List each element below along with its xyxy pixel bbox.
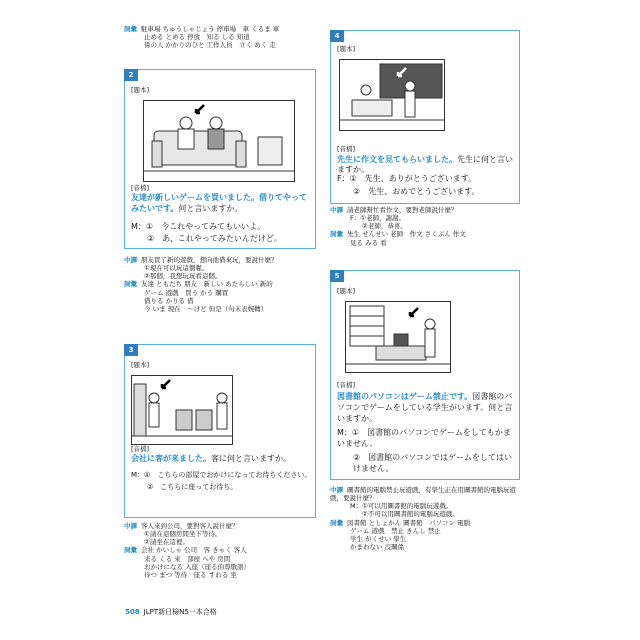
translation-tag: 中譯 (330, 486, 343, 494)
vocab-line: 会社 かいしゃ 公司 客 きゃく 客人 (141, 546, 247, 555)
prompt-plain: 客に何と言いますか。 (211, 454, 291, 463)
vocab-line: 係の人 かかりのひと 工作人員 立く あく 走 (144, 41, 276, 50)
question-4-card (330, 30, 520, 204)
audio-label: [音檔] (131, 445, 150, 453)
vocab-line: 借りる かりる 借 (144, 296, 194, 305)
translation-line: ①請在這個房間坐下等待。 (144, 530, 222, 539)
vocab-line: 友達 ともだち 朋友 新しい あたらしい 新的 (141, 280, 273, 289)
vocab-line: 見る みる 看 (350, 238, 387, 247)
answer-1: M：① 今これやってみてもいいよ。 (131, 222, 266, 231)
prompt-text (337, 391, 515, 425)
prompt-plain: 何と言いますか。 (178, 203, 243, 213)
answer-1: M：① こちらの部屋でおかけになってお待ちください。 (131, 471, 312, 479)
book-title: JLPT新日檢N5一本合格 (143, 608, 217, 616)
translation-line: 請老師幫忙看作文，要對老師說什麼？ (347, 206, 458, 214)
translation-line: ②不可以用圖書館的電腦玩遊戲。 (362, 510, 459, 519)
question-number: 2 (124, 69, 138, 81)
vocab-tag: 詞彙 (124, 25, 137, 33)
vocab-line: 駐車場 ちゅうしゃじょう 停車場 車 くるま 車 (141, 25, 280, 33)
script-label: [題本] (337, 45, 356, 53)
question-number: 4 (330, 30, 344, 42)
prompt-plain: 先生に何と言いますか。 (337, 155, 513, 174)
vocab-line: 来る くる 來 部屋 へや 房間 (144, 554, 231, 563)
vocab-line: ゲーム 遊戲 買う かう 購買 (144, 288, 229, 297)
audio-label: [音檔] (131, 184, 150, 192)
script-label: [題本] (131, 86, 150, 94)
prompt-text (131, 193, 311, 215)
page-number: 508 (125, 608, 140, 616)
answer-1: M：① 図書館のパソコンでゲームをしてもかまいません。 (337, 428, 511, 448)
question-number: 3 (124, 344, 138, 356)
illustration-library-computer (345, 301, 451, 373)
illustration-friends-sofa (143, 100, 295, 182)
answer-2: ② こちらに座ってお待ち。 (147, 483, 238, 491)
audio-label: [音檔] (337, 145, 356, 153)
translation-line: ②老師，恭喜。 (362, 222, 407, 231)
translation-line: F：①老師，謝謝。 (350, 214, 406, 223)
page-footer (125, 608, 217, 617)
translation-tag: 中譯 (124, 256, 137, 264)
prompt-blue: 先生に作文を見てもらいました。 (337, 155, 457, 164)
translation-line: M：①可以用圖書館的電腦玩遊戲。 (350, 502, 453, 511)
answer-2: ② あ、これやってみたいんだけど。 (147, 234, 282, 243)
audio-label: [音檔] (337, 381, 356, 389)
question-5-card (330, 270, 520, 480)
vocab-line: ゲーム 遊戲 禁止 きんし 禁止 (350, 526, 441, 535)
top-vocab (124, 25, 314, 49)
question-2-notes (124, 256, 324, 313)
translation-line: ②請坐在這裡。 (144, 538, 189, 547)
vocab-line: 止める とめる 停放 知る しる 知道 (144, 33, 250, 42)
illustration-office-visitor (131, 375, 233, 445)
script-label: [題本] (337, 287, 356, 295)
prompt-plain: 図書館のパソコンでゲームをしている学生がいます。何と言いますか。 (337, 392, 513, 424)
question-4-notes (330, 206, 520, 247)
answer-2: ② 図書館のパソコンではゲームをしてはいけません。 (353, 453, 513, 473)
question-3-card (124, 344, 316, 518)
prompt-blue: 図書館のパソコンはゲーム禁止です。 (337, 392, 473, 401)
vocab-tag: 詞彙 (330, 230, 343, 239)
translation-tag: 中譯 (330, 206, 343, 214)
script-label: [題本] (131, 361, 150, 369)
prompt-text (337, 155, 517, 175)
answer-1: F：① 先生、ありがとうございます。 (337, 174, 477, 183)
question-5-notes (330, 486, 520, 551)
answer-2: ② 先生、おめでとうございます。 (353, 187, 480, 196)
illustration-teacher-student (339, 59, 445, 131)
vocab-line: かまわない 沒關係 (350, 542, 405, 551)
translation-line: 朋友買了新的遊戲，想向他借來玩，要說什麼？ (141, 256, 278, 264)
vocab-line: 先生 せんせい 老師 作文 さくぶん 作文 (347, 230, 466, 239)
vocab-line: 今 いま 現在 〜けど 但是（句末表婉轉） (144, 304, 268, 313)
question-2-card (124, 69, 316, 249)
vocab-tag: 詞彙 (124, 546, 137, 555)
translation-line: 圖書館的電腦禁止玩遊戲，有學生正在用圖書館的電腦玩遊戲，要說什麼？ (330, 486, 516, 503)
prompt-blue: 友達が新しいゲームを買いました。借りてやってみたいです。 (131, 193, 307, 213)
translation-line: 客人來到公司，要對客人說什麼？ (141, 522, 239, 530)
vocab-tag: 詞彙 (124, 280, 137, 289)
vocab-line: 待つ まつ 等待 座る すわる 坐 (144, 570, 237, 579)
question-3-notes (124, 522, 324, 579)
vocab-line: おかけになる 入座（座る的尊敬語） (144, 562, 251, 571)
translation-line: ①現在可以玩這個喔。 (144, 264, 209, 273)
translation-line: ②那個，我想玩玩看這個。 (144, 272, 222, 281)
translation-tag: 中譯 (124, 522, 137, 530)
prompt-text (131, 454, 311, 464)
prompt-blue: 会社に客が来ました。 (131, 454, 211, 463)
vocab-line: 学生 がくせい 學生 (350, 534, 407, 543)
vocab-tag: 詞彙 (330, 518, 343, 527)
question-number: 5 (330, 270, 344, 282)
vocab-line: 図書館 としょかん 圖書館 パソコン 電腦 (347, 518, 471, 527)
